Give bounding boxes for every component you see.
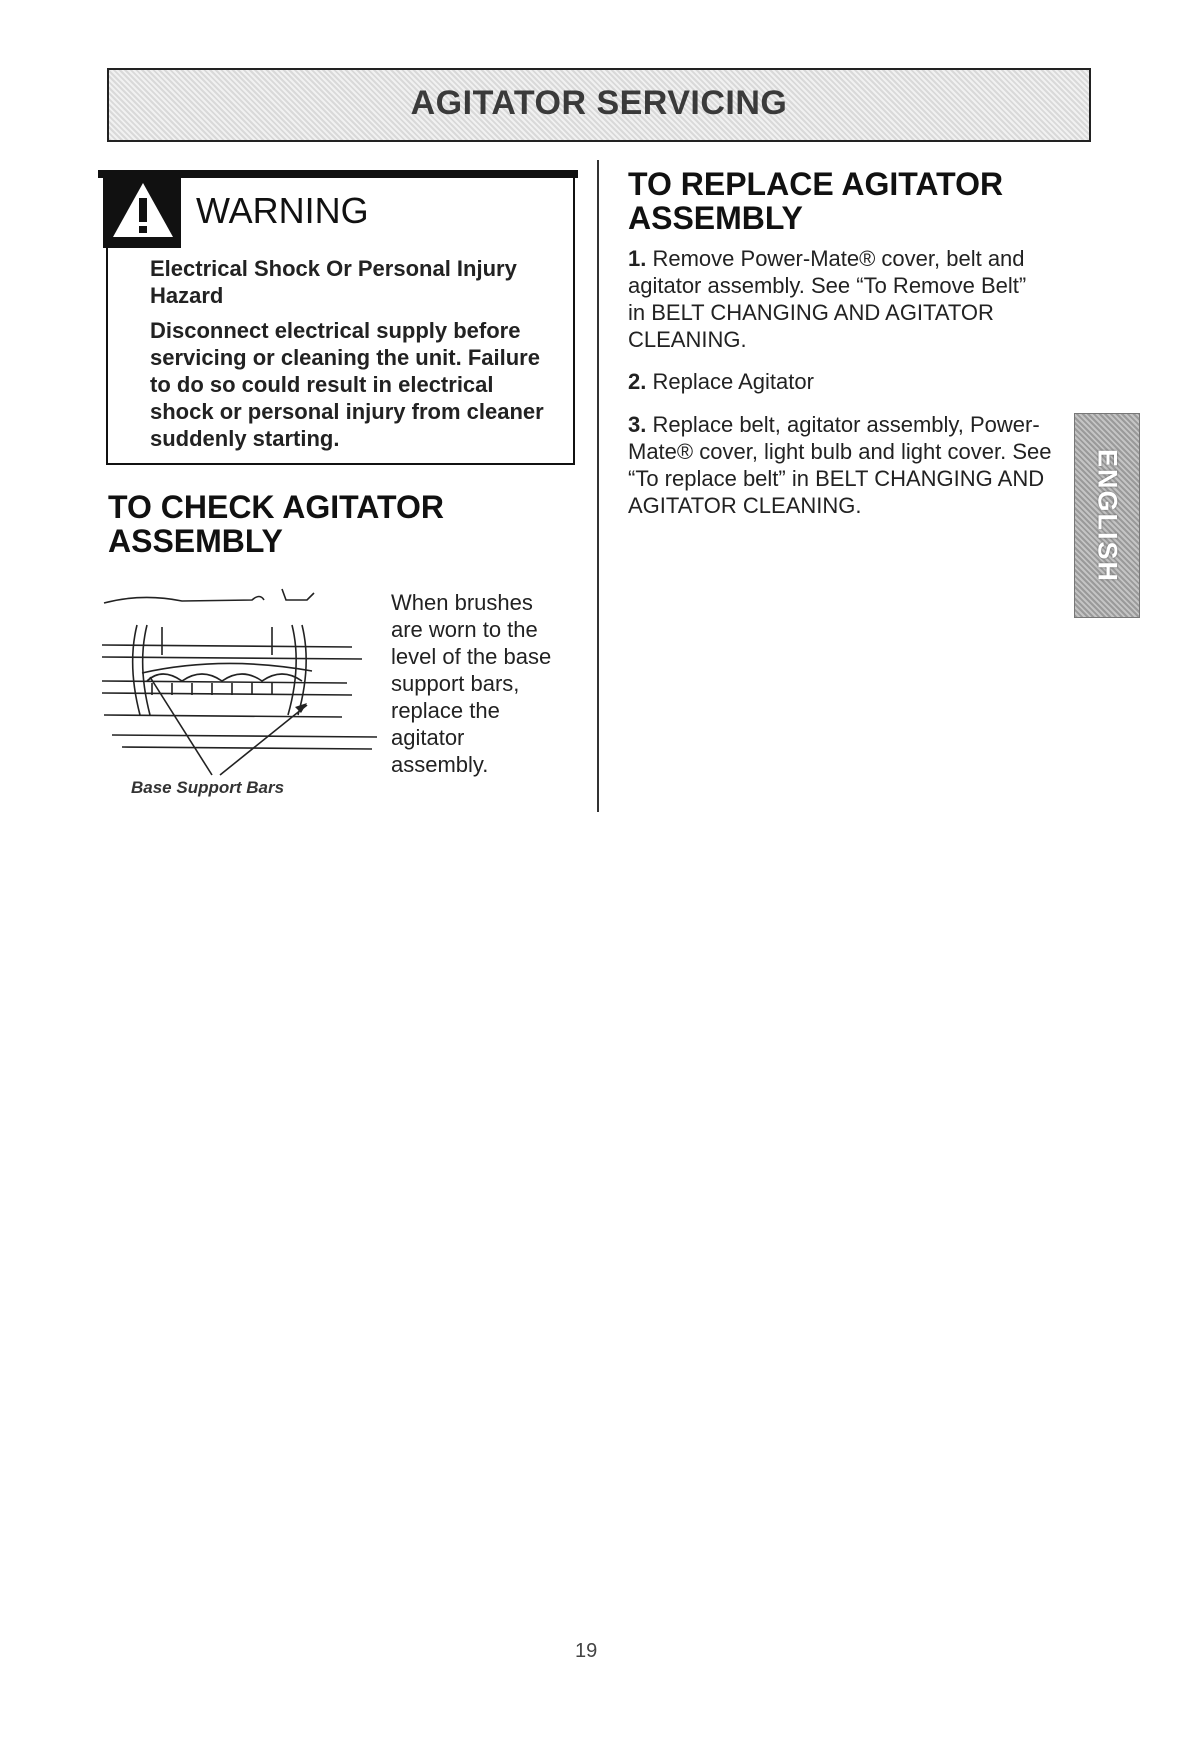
warning-instruction: Disconnect electrical supply before servicing or cleaning the unit. Failure to do so could result in electrical shock or personal injury from cleaner suddenly starting. <box>150 318 544 451</box>
replace-step-1 <box>628 245 1048 353</box>
check-heading: TO CHECK AGITATOR ASSEMBLY <box>108 489 444 559</box>
step-number: 3. <box>628 412 647 437</box>
step-text: Replace Agitator <box>652 369 814 394</box>
warning-hazard: Electrical Shock Or Personal Injury Hazard <box>150 256 517 308</box>
language-tab-english <box>1074 413 1140 618</box>
replace-heading: TO REPLACE AGITATOR ASSEMBLY <box>628 166 1004 236</box>
agitator-illustration <box>102 585 382 790</box>
step-number: 2. <box>628 369 647 394</box>
section-title: AGITATOR SERVICING <box>410 84 788 122</box>
page-number: 19 <box>575 1640 598 1662</box>
warning-title: WARNING <box>196 190 369 231</box>
replace-step-3 <box>628 411 1068 519</box>
illustration-caption: Base Support Bars <box>131 778 285 797</box>
replace-step-2 <box>628 368 1048 395</box>
warning-triangle-icon <box>110 180 176 240</box>
column-divider <box>597 160 599 812</box>
language-tab-label: ENGLISH <box>1092 448 1123 583</box>
step-text: Remove Power-Mate® cover, belt and agitator assembly. See “To Remove Belt” in BELT CHANGING AND AGITATOR CLEANING. <box>628 246 1027 352</box>
step-number: 1. <box>628 246 647 271</box>
step-text: Replace belt, agitator assembly, Power-Mate® cover, light bulb and light cover. See “To replace belt” in BELT CHANGING AND AGITATOR CLEANING. <box>628 412 1052 518</box>
section-banner <box>107 68 1091 142</box>
check-text: When brushes are worn to the level of the base support bars, replace the agitator assembly. <box>391 590 552 777</box>
